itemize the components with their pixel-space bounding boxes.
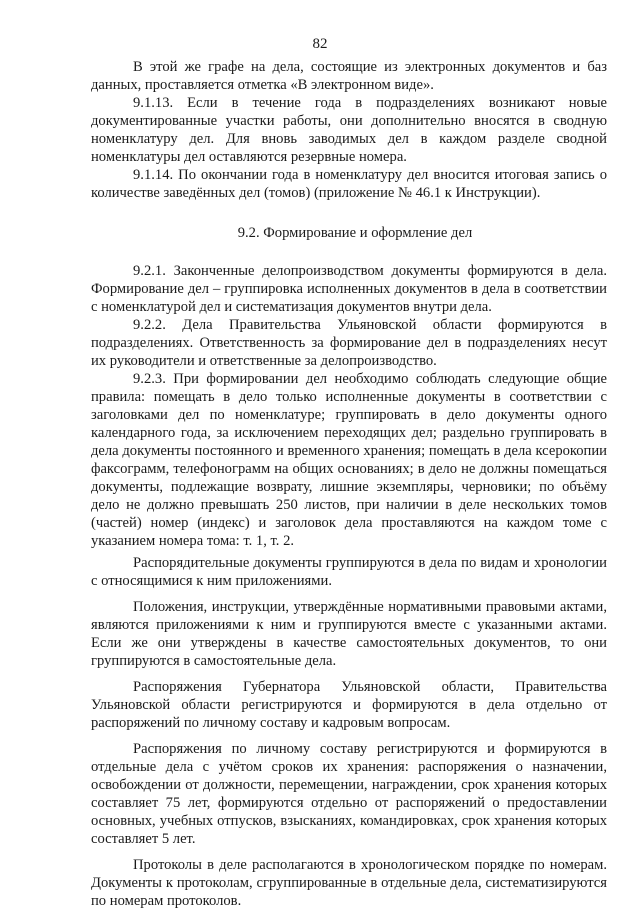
paragraph-electronic-mark: В этой же графе на дела, состоящие из электронных документов и баз данных, проставляется отметка «В электронном виде».: [91, 59, 607, 93]
paragraph-9-2-2: 9.2.2. Дела Правительства Ульяновской области формируются в подразделениях. Ответственность за формирование дел в подразделениях несут их руководители и ответственные за делопроизводство.: [91, 317, 607, 369]
paragraph-governor-orders: Распоряжения Губернатора Ульяновской области, Правительства Ульяновской области регистрируются и формируются в дела отдельно от распоряжений по личному составу и кадровым вопросам.: [91, 679, 607, 731]
paragraph-9-1-13: 9.1.13. Если в течение года в подразделениях возникают новые документированные участки работы, они дополнительно вносятся в сводную номенклатуру дел. Для вновь заводимых дел в каждом разделе сводной номенклатуры дел оставляются резервные номера.: [91, 95, 607, 165]
paragraph-9-2-1: 9.2.1. Законченные делопроизводством документы формируются в дела. Формирование дел – группировка исполненных документов в дела в соответствии с номенклатурой дел и систематизация документов внутри дела.: [91, 263, 607, 315]
paragraph-regulations: Положения, инструкции, утверждённые нормативными правовыми актами, являются приложениями к ним и группируются вместе с указанными актами. Если же они утверждены в качестве самостоятельных документов, то они группируются в самостоятельные дела.: [91, 599, 607, 669]
paragraph-protocols: Протоколы в деле располагаются в хронологическом порядке по номерам. Документы к протоколам, сгруппированные в отдельные дела, систематизируются по номерам протоколов.: [91, 857, 607, 909]
document-body: [91, 58, 607, 910]
paragraph-9-1-14: 9.1.14. По окончании года в номенклатуру дел вносится итоговая запись о количестве заведённых дел (томов) (приложение № 46.1 к Инструкции).: [91, 167, 607, 201]
section-heading-9-2: 9.2. Формирование и оформление дел: [237, 225, 473, 241]
page-number: 82: [312, 36, 328, 52]
paragraph-administrative-docs: Распорядительные документы группируются в дела по видам и хронологии с относящимися к ним приложениями.: [91, 555, 607, 589]
paragraph-personnel-orders: Распоряжения по личному составу регистрируются и формируются в отдельные дела с учётом сроков их хранения: распоряжения о назначении, освобождении от должности, перемещении, награждении, срок хранения которых составляет 75 лет, формируются отдельно от распоряжений о предоставлении основных, учебных отпусков, взысканиях, командировках, срок хранения которых составляет 5 лет.: [91, 741, 607, 847]
paragraph-9-2-3: 9.2.3. При формировании дел необходимо соблюдать следующие общие правила: помещать в дело только исполненные документы в соответствии с заголовками дел по номенклатуре; группировать в дело документы одного календарного года, за исключением переходящих дел; раздельно группировать в дела документы постоянного и временного хранения; помещать в дела ксерокопии факсограмм, телефонограмм на общих основаниях; в дело не должны помещаться документы, подлежащие возврату, лишние экземпляры, черновики; по объёму дело не должно превышать 250 листов, при наличии в деле нескольких томов (частей) номер (индекс) и заголовок дела проставляются на каждом томе с указанием номера тома: т. 1, т. 2.: [91, 371, 607, 549]
